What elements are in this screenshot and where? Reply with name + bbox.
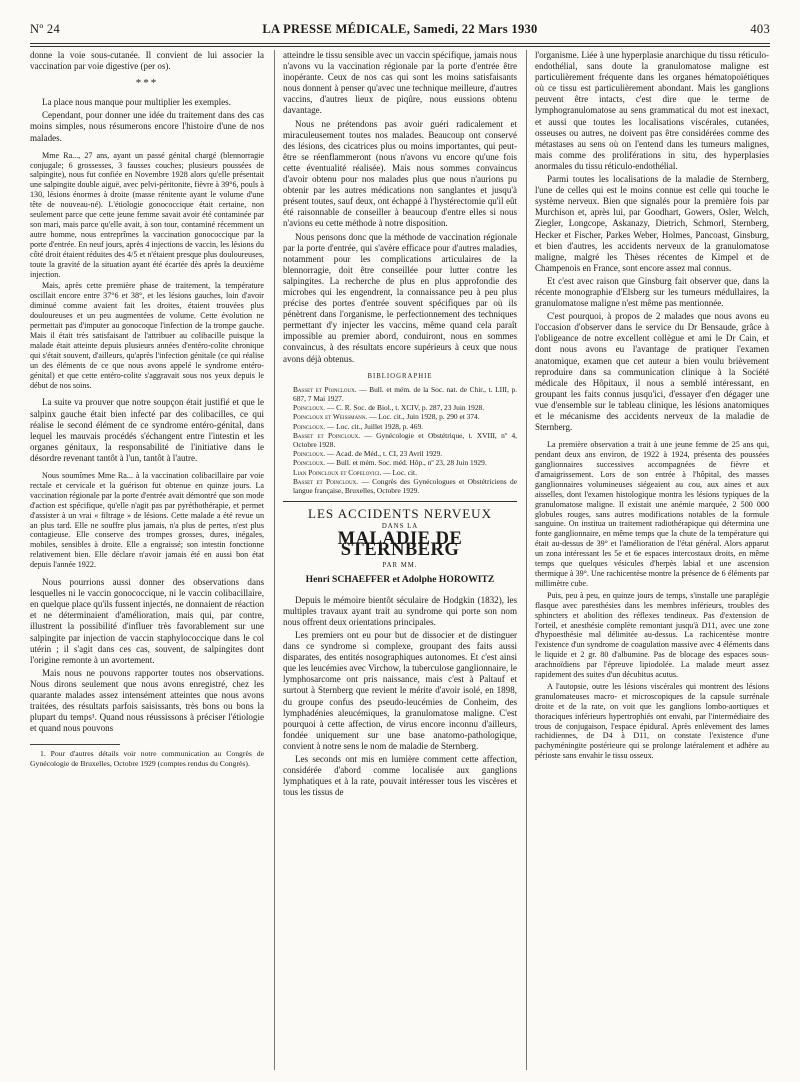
bibliography-heading: BIBLIOGRAPHIE	[367, 372, 433, 380]
bibliography-entry	[283, 431, 517, 449]
bibliography-reference: — Bull. et mém. Soc. méd. Hôp., nº 23, 28 Juin 1929.	[325, 458, 487, 468]
footnote-rule	[30, 744, 120, 745]
bibliography-reference: — Loc. cit.	[381, 467, 417, 477]
section-ornament: ***	[135, 77, 159, 90]
paragraph: Et c'est avec raison que Ginsburg fait observer que, dans la récente monographie d'Elsberg sur les tumeurs médullaires, la granulomatose maligne n'est même pas mentionnée.	[535, 275, 769, 309]
case-paragraph: La première observation a trait à une jeune femme de 25 ans qui, pendant deux ans environ, de 1922 à 1924, présenta des poussées ganglionnaires successives accompagnées de fièvre et d'amaigrissement. Lors de son entrée à l'hôpital, des masses ganglionnaires volumineuses siégeaient au cou, aux aines et aux aisselles, dont l'examen histologique montra les lésions typiques de la granulomatose maligne. Il existait une anémie marquée, 2 500 000 globules rouges, sans autres modifications notables de la formule sanguine. On institua un traitement radiothérapique qui détermina une fonte ganglionnaire, en même temps que la chute de la température qui était au-dessus de 39° et l'amélioration de l'état général. Alors apparut un zona intéressant les 5e et 6e espaces intercostaux droits, en même temps que quelques vésicules d'herpès labial et une ascension thermique à 39°. Une rachicentèse montre la présence de 6 éléments par millimètre cube.	[535, 440, 769, 588]
bibliography-authors: Poincloux et Weissmann.	[293, 412, 368, 422]
bibliography-entry	[283, 385, 517, 403]
paragraph: atteindre le tissu sensible avec un vaccin spécifique, jamais nous n'avons vu la vaccination régionale par la porte d'entrée être inopérante. Ceux de nos cas qui sont les moins satisfaisants nous donnent à penser qu'avec une technique meilleure, d'autres vaccins, d'autres lieux de piqûre, nous eussions obtenu davantage.	[283, 50, 517, 116]
case-paragraph: Puis, peu à peu, en quinze jours de temps, s'installe une paraplégie flasque avec paresthésies dans les membres inférieurs, troubles des sphincters et abolition des réflexes tendineux. Pas d'extension de l'orteil, et anesthésie complète remontant jusqu'à D11, avec une zone d'hypoesthésie mal délimitée au-dessus. La rachicentèse montre l'existence d'un syndrome de coagulation massive avec 4 éléments dans le liquide et 2 gr. 80 d'albumine. Pas de blocage des espaces sous-arachnoïdiens par l'épreuve lipiodolée. La malade meurt assez rapidement des suites d'un décubitus acutus.	[535, 590, 769, 680]
paragraph: Depuis le mémoire bientôt séculaire de Hodgkin (1832), les multiples travaux ayant trait au syndrome qui porte son nom nous offrent deux orientations principales.	[283, 594, 517, 627]
paragraph: La suite va prouver que notre soupçon était justifié et que le salpinx gauche était bien infecté par des colibacilles, ce qui réalise le second élément de ce syndrome entéro-génital, dans lequel les mauvais procédés s'échangent entre l'intestin et les organes génitaux, la responsabilité de l'initiative dans le désordre revenant tantôt à l'un, tantôt à l'autre.	[30, 397, 264, 463]
bibliography-authors: Poincloux.	[293, 421, 326, 431]
column-left	[30, 50, 264, 1075]
article-title: MALADIE DE STERNBERG	[337, 529, 463, 561]
paragraph: Nous pourrions aussi donner des observations dans lesquelles ni le vaccin gonococcique, ni le vaccin colibacillaire, en quelque place qu'ils fussent injectés, ne donnaient de réaction et ne déterminaient d'amélioration, mais qui, par contre, illustrent la possibilité d'influer très favorablement sur une salpingite par injection de vaccin staphylococcique dans le col utérin ; il s'agit dans ces cas, souvent, de salpingites dont l'origine remonte à un avortement.	[30, 577, 264, 665]
paragraph: Les seconds ont mis en lumière comment cette affection, considérée d'abord comme localisée aux ganglions lymphatiques et à la rate, pouvait intéresser tous les viscères et tous les tissus de	[283, 754, 517, 798]
bibliography-authors: Basset et Poincloux.	[293, 476, 359, 486]
bibliography-entry	[283, 458, 517, 467]
paragraph: Nous ne prétendons pas avoir guéri radicalement et miraculeusement toutes nos malades. Beaucoup ont conservé des lésions, des cicatrices plus ou moins importantes, qui peut-être se réenflammeront (nous n'avons vu encore qu'une fois cette éventualité réalisée). Mais nous sommes convaincus d'avoir obtenu pour nos malades plus que nous n'aurions pu obtenir par les autres médications non sanglantes et jusqu'à présent toutes, sauf deux, ont échappé à l'hystérectomie qu'il eût été raisonnable de conseiller à beaucoup d'entre elles si nous n'avions eu cette méthode à notre disposition.	[283, 118, 517, 229]
bibliography-authors: Poincloux.	[293, 458, 326, 468]
paragraph: C'est pourquoi, à propos de 2 malades que nous avons eu l'occasion d'observer dans le service du Dr Bensaude, grâce à l'obligeance de notre excellent collègue et ami le Dr Cain, et dont nous avons eu l'avantage de pratiquer l'examen anatomique, examen que cet auteur a bien voulu brièvement reproduire dans sa communication clinique à la Société médicale des Hôpitaux, il nous a semblé intéressant, en groupant les faits connus jusqu'ici, d'essayer d'en dégager une vue d'ensemble sur le tableau clinique, les lésions anatomiques et le mécanisme des accidents nerveux de la maladie de Sternberg.	[535, 311, 769, 433]
bibliography-authors: Poincloux.	[293, 449, 326, 459]
bibliography-reference: — Loc. cit., Juillet 1928, p. 469.	[325, 421, 423, 431]
running-header	[30, 20, 770, 42]
column-middle	[283, 50, 517, 1075]
column-right	[535, 50, 769, 1075]
case-paragraph: Mme Ra..., 27 ans, ayant un passé génital chargé (blennorragie conjugale; 6 grossesses, 3 fausses couches; plusieurs poussées de salpingite), nous fut confiée en Novembre 1928 alors qu'elle présentait une salpingite double aiguë, avec pelvi-péritonite, fièvre à 39°6, pouls à 130, lésions énormes à droite (masse rénitente ayant le volume d'une tête de nouveau-né). L'étiologie gonococcique était certaine, non seulement parce que cette jeune femme savait avoir été contaminée par son mari, mais parce qu'elle avait, à son tour, contaminé récemment un autre homme, nous entreprîmes la vaccination gonococcique par la porte d'entrée. En neuf jours, après 4 injections de vaccin, les lésions du côté droit étaient réduites des 4/5 et n'étaient presque plus douloureuses, toute la gravité de la situation ayant été écartée dès après la deuxième injection.	[30, 150, 264, 279]
bibliography-list	[283, 385, 517, 495]
paragraph: Nous pensons donc que la méthode de vaccination régionale par la porte d'entrée, qui s'avère efficace pour d'autres maladies, notamment pour les complications articulaires de la blennorragie, doit être conseillée pour lutter contre les salpingites. La recherche de plus en plus approfondie des microbes qui les engendrent, la connaissance peu à peu plus précise des portes d'entrée souvent spécifiques par où ils pénètrent dans l'organisme, le perfectionnement des techniques permettant d'y injecter les vaccins, même quand cela paraît impossible au premier abord, conduiront, nous en sommes convaincus, à des résultats encore supérieurs à ceux que nous avons déjà obtenus.	[283, 231, 517, 364]
paragraph: La place nous manque pour multiplier les exemples.	[42, 97, 231, 108]
paragraph: Mais nous ne pouvons rapporter toutes nos observations. Nous dirons seulement que nous avons enregistré, chez les quarante malades assez intensément atteintes que nous avons traitées, des résultats parfois saisissants, très bons ou bons la plupart du temps¹. Quand nous réussissons à préciser l'étiologie et quand nous pouvons	[30, 667, 264, 734]
case-paragraph: Nous soumîmes Mme Ra... à la vaccination colibacillaire par voie rectale et cervicale et la guérison fut obtenue en quinze jours. La vaccination régionale par la porte d'entrée avait démontré que son mode d'action est spécifique, qu'elle n'agit pas par pyréthothérapie, et permet d'assister à un vrai « filtrage » de lésions. Cette malade a été revue un an plus tard. Elle ne souffre plus jamais, n'a plus de pertes, n'est plus contagieuse. Elle conserve des trompes grosses, dures, inégales, mobiles, sensibles à droite. Elle a engraissé; son intestin fonctionne relativement bien. Elle déclare n'avoir jamais été en aussi bon état depuis l'année 1922.	[30, 470, 264, 570]
column-separator	[274, 50, 275, 1070]
bibliography-reference: — Bull. et mém. de la Soc. nat. de Chir., t. LIII, p. 687, 7 Mai 1927.	[293, 384, 517, 403]
bibliography-reference: — Loc. cit., Juin 1928, p. 290 et 374.	[367, 412, 480, 422]
paragraph: Les premiers ont eu pour but de dissocier et de distinguer dans ce syndrome si complexe, groupant des faits aussi disparates, des entités nosographiques autonomes. Et c'est ainsi que les leucémies avec Virchow, la tuberculose ganglionnaire, le lymphosarcome ont pris naissance, mais c'est à Paltauf et surtout à Sternberg que revient le mérite d'avoir isolé, en 1898, du groupe confus des pseudo-leucémies de Conheim, des lymphadénies aleucémiques, la granulomatose maligne. C'est pourquoi à cette affection, de virus encore inconnu d'ailleurs, fondée uniquement sur une base anatomo-pathologique, convient à notre sens le nom de maladie de Sternberg.	[283, 630, 517, 751]
footnote: 1. Pour d'autres détails voir notre communication au Congrès de Gynécologie de Bruxelles, Octobre 1929 (comptes rendus du Congrès).	[30, 749, 264, 768]
case-paragraph: A l'autopsie, outre les lésions viscérales qui montrent des lésions granulomateuses macro- et microscopiques de la capsule surrénale droite et de la rate, on voit que les ganglions lombo-aortiques et thoraciques inférieurs hypertrophiés ont envahi, par l'intermédiaire des trous de conjugaison, l'espace épidural. Après enlèvement des lames rachidiennes, de D4 à D11, on constate l'existence d'une pachyméningite postérieure qui se prolonge latéralement et adhère au périoste sans envahir le tissu osseux.	[535, 681, 769, 761]
header-rule	[30, 43, 770, 44]
bibliography-entry	[283, 477, 517, 495]
paragraph: Parmi toutes les localisations de la maladie de Sternberg, l'une de celles qui est le moins connue est celle qui touche le système nerveux. Bien que signalés pour la première fois par Murchison et, après lui, par Goodhart, Gowers, Osler, Welch, Ziegler, Longcope, Askanazy, Dietrich, Schmorl, Sternberg, Hecker et Fischer, Parkes Weber, Holmes, Pancoast, Ginsburg, et bien d'autres, les accidents nerveux de la granulomatose maligne, malgré les Thèses récentes de Kimpel et de Champenois en France, sont encore assez mal connus.	[535, 174, 769, 273]
article-authors: Henri SCHAEFFER et Adolphe HOROWITZ	[305, 573, 495, 585]
bibliography-reference: — Congrès des Gynécologues et Obstétriciens de langue française, Bruxelles, Octobre 1929.	[293, 476, 517, 495]
bibliography-entry	[283, 422, 517, 431]
bibliography-reference: — Gynécologie et Obstétrique, t. XVIII, nº 4, Octobre 1928.	[293, 430, 517, 449]
bibliography-entry	[283, 468, 517, 477]
column-separator	[526, 50, 527, 1070]
bibliography-entry	[283, 449, 517, 458]
case-paragraph: Mais, après cette première phase de traitement, la température oscillait encore entre 37°6 et 38°, et les lésions gauches, loin d'avoir diminué comme avaient fait les droites, étaient trouvées plus douloureuses et un peu augmentées de volume. Cette évolution ne permettait pas d'imputer au gonocoque l'infection de la trompe gauche. Mais il était très satisfaisant de l'attribuer au colibacille puisque la malade était atteinte depuis plusieurs années d'entéro-colite chronique qui s'était souvent, d'ailleurs, qu'après l'infection génitale (ce qui réalise un des éléments de ce que nous avons appelé le syndrome entéro-génital) et que cette entéro-colite s'aggravait sous nos yeux depuis le début de nos soins.	[30, 281, 264, 390]
bibliography-entry	[283, 412, 517, 421]
bibliography-authors: Basset et Poincloux.	[293, 384, 357, 394]
page-number: 403	[750, 22, 770, 36]
article-separator	[283, 501, 517, 502]
journal-title: LA PRESSE MÉDICALE, Samedi, 22 Mars 1930	[262, 22, 538, 36]
article-kicker: LES ACCIDENTS NERVEUX	[308, 506, 492, 522]
bibliography-entry	[283, 403, 517, 412]
paragraph: Cependant, pour donner une idée du traitement dans des cas moins simples, nous résumerons encore l'histoire d'une de nos malades.	[30, 110, 264, 143]
bibliography-authors: Basset et Poincloux.	[293, 430, 361, 440]
header-rule-2	[30, 46, 770, 47]
bibliography-reference: — C. R. Soc. de Biol., t. XCIV, p. 287, 23 Juin 1928.	[325, 403, 485, 413]
article-byline-prefix: PAR MM.	[382, 561, 418, 569]
paragraph: l'organisme. Liée à une hyperplasie anarchique du tissu réticulo-endothélial, sans doute la granulomatose maligne est particulièrement fréquente dans les organes hématopoïétiques où ce tissu est particulièrement abondant. Mais les ganglions peuvent être intacts, c'est dire que le terme de lymphogranulomatose au sens grammatical du mot est inexact, et aussi que toutes les localisations viscérales, cutanées, osseuses ou autres, ne doivent pas être considérées comme des métastases au sens où on l'entend dans les tumeurs malignes, mais comme des proliférations in situ, des hyperplasies anormales du tissu réticulo-endothélial.	[535, 50, 769, 171]
bibliography-authors: Poincloux.	[293, 403, 326, 413]
article-connector: DANS LA	[381, 523, 419, 531]
bibliography-authors: Lian Poincloux et Copelovici.	[293, 467, 382, 477]
bibliography-reference: — Acad. de Méd., t. CI, 23 Avril 1929.	[325, 449, 443, 459]
paragraph: donne la voie sous-cutanée. Il convient de lui associer la vaccination par voie digestive (per os).	[30, 50, 264, 72]
issue-number: Nº 24	[30, 22, 61, 36]
